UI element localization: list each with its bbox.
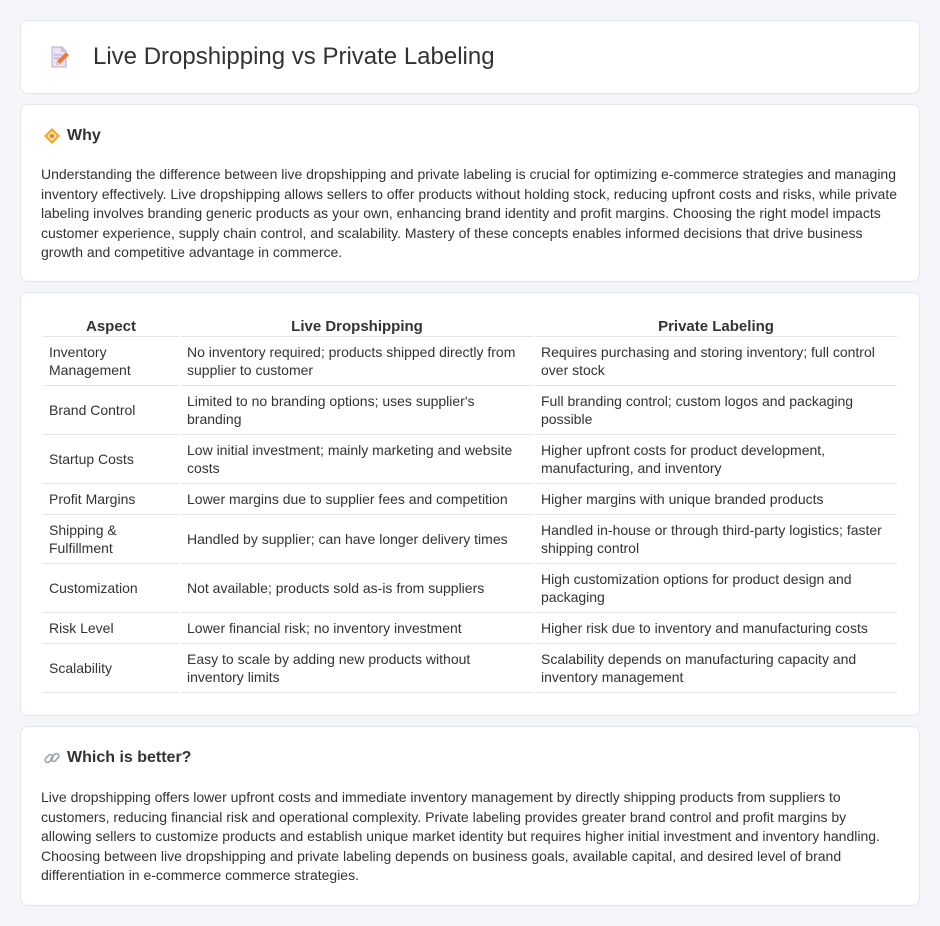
table-row (43, 435, 897, 484)
dropshipping-cell: Easy to scale by adding new products without inventory limits (181, 644, 533, 693)
which-is-better-section (20, 726, 920, 906)
dropshipping-cell: Low initial investment; mainly marketing and website costs (181, 435, 533, 484)
table-row (43, 613, 897, 644)
table-row (43, 564, 897, 613)
why-text: Understanding the difference between live dropshipping and private labeling is crucial for optimizing e-commerce strategies and managing inventory effectively. Live dropshipping allows sellers to offer products without holding stock, reducing upfront costs and risks, while private labeling involves branding generic products as your own, enhancing brand identity and profit margins. Choosing the right model impacts customer experience, supply chain control, and scalability. Mastery of these concepts enables informed decisions that drive business growth and competitive advantage in commerce. (41, 166, 897, 260)
page-title: Live Dropshipping vs Private Labeling (93, 43, 495, 70)
private-labeling-cell: Requires purchasing and storing inventory; full control over stock (535, 337, 897, 386)
table-row (43, 484, 897, 515)
header-aspect: Aspect (43, 315, 179, 337)
comparison-table (41, 315, 899, 693)
table-row (43, 386, 897, 435)
aspect-cell: Inventory Management (43, 337, 179, 386)
table-row (43, 515, 897, 564)
private-labeling-cell: High customization options for product design and packaging (535, 564, 897, 613)
diamond-icon (43, 127, 61, 145)
dropshipping-cell: Not available; products sold as-is from suppliers (181, 564, 533, 613)
aspect-cell: Startup Costs (43, 435, 179, 484)
aspect-cell: Scalability (43, 644, 179, 693)
private-labeling-cell: Scalability depends on manufacturing capacity and inventory management (535, 644, 897, 693)
document-pencil-icon (47, 45, 71, 69)
aspect-cell: Shipping & Fulfillment (43, 515, 179, 564)
which-is-better-text: Live dropshipping offers lower upfront costs and immediate inventory management by directly shipping products from suppliers to customers, reducing financial risk and operational complexity. Private labeling provides greater brand control and profit margins by allowing sellers to customize products and establish unique market identity but requires higher initial investment and inventory handling. Choosing between live dropshipping and private labeling depends on business goals, available capital, and desired level of brand differentiation in e-commerce commerce strategies. (41, 789, 880, 883)
header-live-dropshipping: Live Dropshipping (181, 315, 533, 337)
aspect-cell: Brand Control (43, 386, 179, 435)
private-labeling-cell: Higher upfront costs for product development, manufacturing, and inventory (535, 435, 897, 484)
why-title: Why (67, 127, 101, 144)
dropshipping-cell: Handled by supplier; can have longer delivery times (181, 515, 533, 564)
private-labeling-cell: Full branding control; custom logos and packaging possible (535, 386, 897, 435)
table-row (43, 337, 897, 386)
which-is-better-title: Which is better? (67, 749, 192, 766)
dropshipping-cell: No inventory required; products shipped directly from supplier to customer (181, 337, 533, 386)
comparison-section (20, 292, 920, 716)
aspect-cell: Profit Margins (43, 484, 179, 515)
header-card (20, 20, 920, 94)
table-row (43, 644, 897, 693)
private-labeling-cell: Handled in-house or through third-party logistics; faster shipping control (535, 515, 897, 564)
link-icon (43, 749, 61, 767)
aspect-cell: Customization (43, 564, 179, 613)
table-header-row (43, 315, 897, 337)
header-private-labeling: Private Labeling (535, 315, 897, 337)
private-labeling-cell: Higher margins with unique branded products (535, 484, 897, 515)
dropshipping-cell: Lower financial risk; no inventory investment (181, 613, 533, 644)
private-labeling-cell: Higher risk due to inventory and manufacturing costs (535, 613, 897, 644)
why-section (20, 104, 920, 282)
aspect-cell: Risk Level (43, 613, 179, 644)
dropshipping-cell: Limited to no branding options; uses supplier's branding (181, 386, 533, 435)
dropshipping-cell: Lower margins due to supplier fees and competition (181, 484, 533, 515)
